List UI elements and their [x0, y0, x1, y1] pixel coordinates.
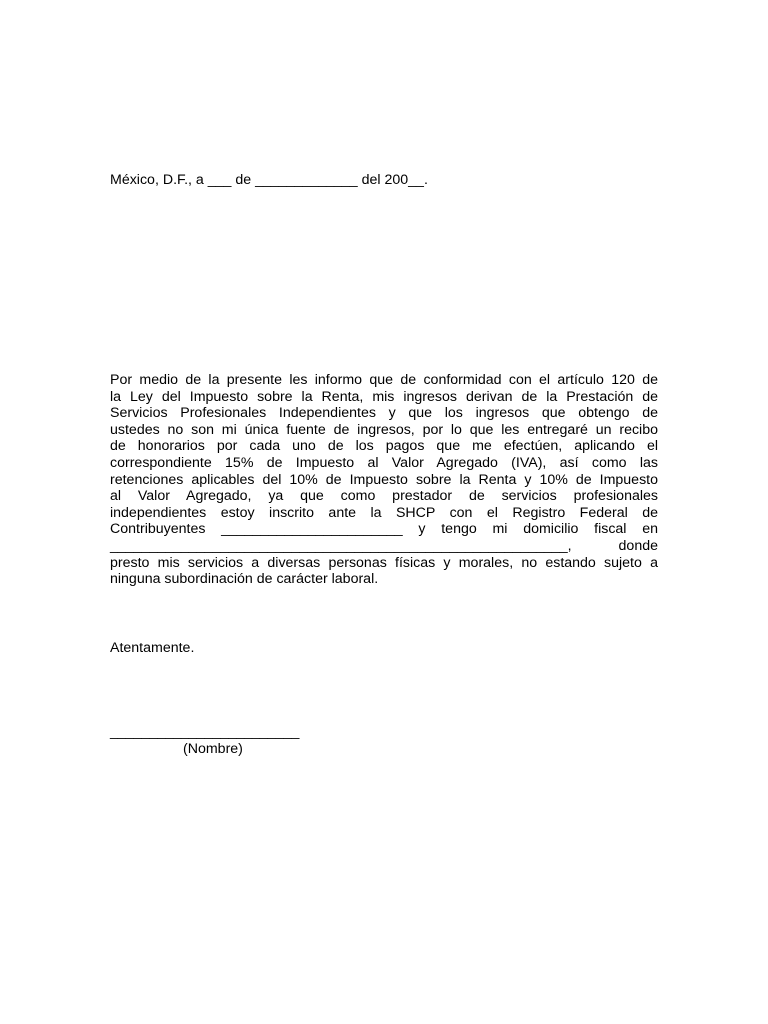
body-line: de honorarios por cada uno de los pagos que me efectúen, aplicando el [110, 438, 658, 455]
date-line: México, D.F., a ___ de _____________ del 200__. [110, 172, 428, 188]
signature-name: (Nombre) [183, 741, 243, 757]
signature-line: ________________________ [110, 724, 300, 740]
body-line: Por medio de la presente les informo que de conformidad con el artículo 120 de [110, 372, 658, 388]
body-paragraph [110, 372, 658, 588]
body-line: presto mis servicios a diversas personas físicas y morales, no estando sujeto a [110, 554, 658, 571]
body-line: Contribuyentes _______________________ y tengo mi domicilio fiscal en [110, 521, 658, 538]
body-line: retenciones aplicables del 10% de Impuesto sobre la Renta y 10% de Impuesto [110, 471, 658, 488]
body-line: correspondiente 15% de Impuesto al Valor Agregado (IVA), así como las [110, 454, 658, 471]
body-line: independientes estoy inscrito ante la SHCP con el Registro Federal de [110, 504, 658, 521]
body-line: ustedes no son mi única fuente de ingresos, por lo que les entregaré un recibo [110, 421, 658, 438]
closing-text: Atentamente. [110, 640, 195, 656]
body-line: ninguna subordinación de carácter laboral. [110, 571, 379, 588]
body-line: al Valor Agregado, ya que como prestador de servicios profesionales [110, 488, 658, 505]
body-line: __________________________________________________________, donde [110, 537, 658, 554]
body-line: Servicios Profesionales Independientes y que los ingresos que obtengo de [110, 405, 658, 422]
body-line: la Ley del Impuesto sobre la Renta, mis ingresos derivan de la Prestación de [110, 388, 658, 405]
